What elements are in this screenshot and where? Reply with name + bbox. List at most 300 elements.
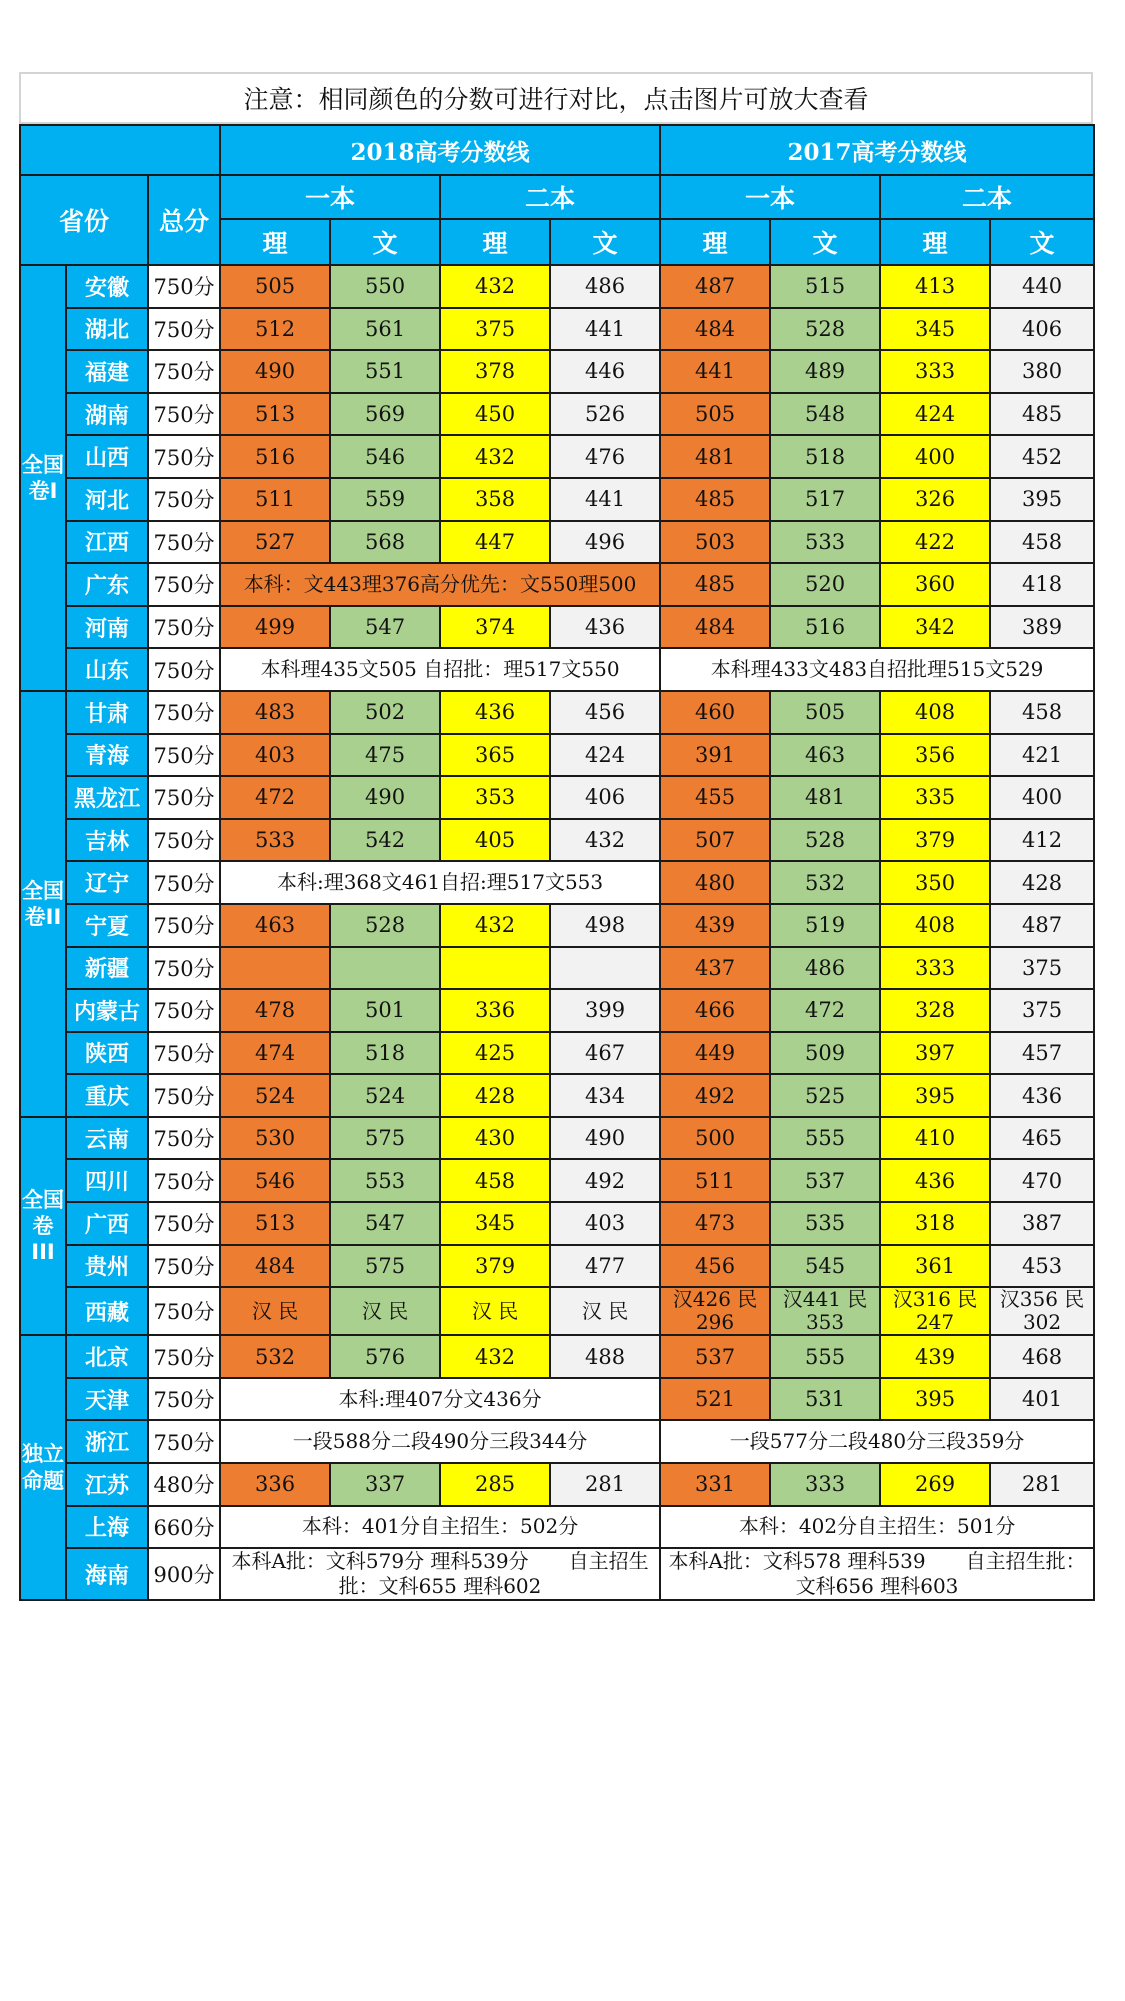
score-2018-tier1-wen: 528: [330, 904, 440, 947]
score-2018-tier1-wen: [330, 947, 440, 990]
province-name: 重庆: [66, 1074, 148, 1117]
province-name: 河北: [66, 478, 148, 521]
score-2017-tier1-wen: 516: [770, 606, 880, 649]
province-name: 湖北: [66, 308, 148, 351]
score-2017-tier1-li: 485: [660, 478, 770, 521]
score-2017-tier1-wen: 531: [770, 1378, 880, 1421]
note-2017: 本科：402分自主招生：501分: [660, 1506, 1094, 1549]
score-2018-tier2-wen: 281: [550, 1463, 660, 1506]
total-score: 480分: [148, 1463, 220, 1506]
table-row: [20, 308, 1094, 351]
score-2017-tier2-li: 汉316 民247: [880, 1287, 990, 1335]
score-2017-tier1-wen: 517: [770, 478, 880, 521]
table-row: [20, 435, 1094, 478]
province-name: 北京: [66, 1335, 148, 1378]
score-2018-tier2-wen: 446: [550, 350, 660, 393]
province-name: 陕西: [66, 1032, 148, 1075]
table-row: [20, 606, 1094, 649]
score-2017-tier1-wen: 545: [770, 1245, 880, 1288]
province-name: 四川: [66, 1159, 148, 1202]
score-2017-tier2-li: 424: [880, 393, 990, 436]
score-2018-tier2-li: 353: [440, 776, 550, 819]
province-name: 天津: [66, 1378, 148, 1421]
province-name: 宁夏: [66, 904, 148, 947]
total-score: 750分: [148, 734, 220, 777]
score-2018-tier2-wen: 488: [550, 1335, 660, 1378]
score-2017-tier1-li: 441: [660, 350, 770, 393]
score-2018-tier1-wen: 524: [330, 1074, 440, 1117]
score-2018-tier2-li: 379: [440, 1245, 550, 1288]
score-2017-tier1-wen: 535: [770, 1202, 880, 1245]
header-2017-tier1-li: 理: [660, 219, 770, 265]
score-2017-tier2-wen: 485: [990, 393, 1094, 436]
total-score: 660分: [148, 1506, 220, 1549]
total-score: 750分: [148, 1335, 220, 1378]
score-2017-tier2-wen: 440: [990, 265, 1094, 308]
score-2018-tier2-li: 432: [440, 1335, 550, 1378]
score-2017-tier2-wen: 468: [990, 1335, 1094, 1378]
score-2017-tier1-li: 485: [660, 563, 770, 606]
header-2018-tier2-li: 理: [440, 219, 550, 265]
region-label: 全国 卷III: [20, 1117, 66, 1335]
score-2017-tier1-wen: 518: [770, 435, 880, 478]
score-2018-tier2-wen: [550, 947, 660, 990]
province-name: 吉林: [66, 819, 148, 862]
province-name: 福建: [66, 350, 148, 393]
province-name: 湖南: [66, 393, 148, 436]
score-2018-tier2-li: 365: [440, 734, 550, 777]
table-row: [20, 521, 1094, 564]
score-2017-tier1-wen: 472: [770, 989, 880, 1032]
score-2017-tier1-li: 505: [660, 393, 770, 436]
header-2017-tier1-wen: 文: [770, 219, 880, 265]
score-2017-tier1-li: 487: [660, 265, 770, 308]
province-name: 云南: [66, 1117, 148, 1160]
note-2018: 本科A批：文科579分 理科539分 自主招生批：文科655 理科602: [220, 1548, 660, 1600]
score-2018-tier2-wen: 456: [550, 691, 660, 734]
score-2018-tier2-wen: 498: [550, 904, 660, 947]
province-name: 河南: [66, 606, 148, 649]
score-2017-tier1-wen: 489: [770, 350, 880, 393]
score-2018-tier2-li: 432: [440, 904, 550, 947]
province-name: 广西: [66, 1202, 148, 1245]
table-row: [20, 1287, 1094, 1335]
note-2018: 本科理435文505 自招批：理517文550: [220, 648, 660, 691]
province-name: 上海: [66, 1506, 148, 1549]
score-2017-tier1-wen: 532: [770, 861, 880, 904]
score-2017-tier2-wen: 387: [990, 1202, 1094, 1245]
score-2017-tier2-li: 342: [880, 606, 990, 649]
header-2017-tier2-wen: 文: [990, 219, 1094, 265]
total-score: 750分: [148, 947, 220, 990]
score-2018-tier1-wen: 575: [330, 1117, 440, 1160]
score-2018-tier1-li: 403: [220, 734, 330, 777]
score-2017-tier1-wen: 533: [770, 521, 880, 564]
score-2017-tier2-li: 379: [880, 819, 990, 862]
score-2017-tier2-wen: 380: [990, 350, 1094, 393]
province-name: 西藏: [66, 1287, 148, 1335]
note-2017: 本科理433文483自招批理515文529: [660, 648, 1094, 691]
score-2017-tier2-wen: 453: [990, 1245, 1094, 1288]
score-2018-tier2-li: 汉 民: [440, 1287, 550, 1335]
score-2017-tier2-wen: 421: [990, 734, 1094, 777]
table-row: [20, 1159, 1094, 1202]
score-2017-tier2-wen: 389: [990, 606, 1094, 649]
score-2017-tier1-wen: 515: [770, 265, 880, 308]
score-2018-tier1-wen: 551: [330, 350, 440, 393]
score-2017-tier2-li: 410: [880, 1117, 990, 1160]
total-score: 750分: [148, 265, 220, 308]
score-2017-tier2-wen: 436: [990, 1074, 1094, 1117]
score-2018-tier1-wen: 547: [330, 1202, 440, 1245]
score-2018-tier2-wen: 403: [550, 1202, 660, 1245]
score-2017-tier1-li: 460: [660, 691, 770, 734]
score-2018-tier2-wen: 436: [550, 606, 660, 649]
score-2017-tier2-li: 408: [880, 904, 990, 947]
header-corner: [20, 125, 220, 175]
province-name: 江苏: [66, 1463, 148, 1506]
score-2018-tier1-li: 472: [220, 776, 330, 819]
region-label: 全国 卷I: [20, 265, 66, 691]
score-2018-tier2-wen: 汉 民: [550, 1287, 660, 1335]
header-2018-tier1: 一本: [220, 175, 440, 219]
score-table: [19, 124, 1095, 1601]
score-2017-tier2-wen: 458: [990, 691, 1094, 734]
score-2018-tier2-wen: 434: [550, 1074, 660, 1117]
score-2018-tier2-wen: 432: [550, 819, 660, 862]
score-2017-tier2-li: 397: [880, 1032, 990, 1075]
score-2017-tier2-wen: 418: [990, 563, 1094, 606]
score-2017-tier1-li: 331: [660, 1463, 770, 1506]
score-2017-tier1-li: 537: [660, 1335, 770, 1378]
score-2017-tier2-li: 350: [880, 861, 990, 904]
total-score: 750分: [148, 1245, 220, 1288]
score-2018-tier2-wen: 467: [550, 1032, 660, 1075]
score-2018-tier1-wen: 553: [330, 1159, 440, 1202]
score-2018-tier2-li: 358: [440, 478, 550, 521]
table-row: [20, 1074, 1094, 1117]
score-2017-tier2-li: 395: [880, 1378, 990, 1421]
score-2018-tier1-wen: 568: [330, 521, 440, 564]
score-2018-tier1-li: 511: [220, 478, 330, 521]
score-2018-tier2-li: [440, 947, 550, 990]
header-2018-tier2: 二本: [440, 175, 660, 219]
table-row: [20, 393, 1094, 436]
score-2018-tier2-wen: 496: [550, 521, 660, 564]
total-score: 750分: [148, 435, 220, 478]
score-2018-tier1-li: 512: [220, 308, 330, 351]
total-score: 750分: [148, 819, 220, 862]
total-score: 750分: [148, 393, 220, 436]
score-2018-tier1-li: 505: [220, 265, 330, 308]
score-2017-tier2-wen: 457: [990, 1032, 1094, 1075]
score-2018-tier2-wen: 486: [550, 265, 660, 308]
score-2017-tier2-li: 345: [880, 308, 990, 351]
score-2017-tier1-li: 521: [660, 1378, 770, 1421]
score-2017-tier1-wen: 333: [770, 1463, 880, 1506]
score-2018-tier1-wen: 575: [330, 1245, 440, 1288]
score-2018-tier1-li: 336: [220, 1463, 330, 1506]
score-2017-tier2-li: 333: [880, 350, 990, 393]
notice-banner: 注意：相同颜色的分数可进行对比，点击图片可放大查看: [19, 72, 1093, 124]
score-sheet[interactable]: [19, 72, 1093, 1601]
score-2018-tier1-wen: 550: [330, 265, 440, 308]
score-2018-tier2-li: 425: [440, 1032, 550, 1075]
score-2018-tier1-li: 546: [220, 1159, 330, 1202]
score-2018-tier1-wen: 518: [330, 1032, 440, 1075]
score-2017-tier2-li: 318: [880, 1202, 990, 1245]
score-2017-tier1-li: 汉426 民296: [660, 1287, 770, 1335]
score-2017-tier2-li: 335: [880, 776, 990, 819]
score-2018-tier2-wen: 526: [550, 393, 660, 436]
score-2017-tier1-wen: 519: [770, 904, 880, 947]
score-2017-tier1-wen: 548: [770, 393, 880, 436]
table-row: [20, 265, 1094, 308]
score-2017-tier1-wen: 528: [770, 819, 880, 862]
score-2018-tier2-wen: 490: [550, 1117, 660, 1160]
score-2017-tier2-wen: 400: [990, 776, 1094, 819]
score-2018-tier2-li: 458: [440, 1159, 550, 1202]
score-2018-tier2-li: 428: [440, 1074, 550, 1117]
total-score: 750分: [148, 989, 220, 1032]
score-2018-tier1-li: 524: [220, 1074, 330, 1117]
table-row: [20, 734, 1094, 777]
score-2018-tier2-li: 432: [440, 265, 550, 308]
score-2018-tier2-li: 447: [440, 521, 550, 564]
score-2018-tier1-li: 463: [220, 904, 330, 947]
table-row: [20, 1506, 1094, 1549]
score-2017-tier2-li: 400: [880, 435, 990, 478]
score-2018-tier1-li: [220, 947, 330, 990]
score-2018-tier1-li: 532: [220, 1335, 330, 1378]
score-2018-tier1-wen: 559: [330, 478, 440, 521]
score-2018-tier2-li: 285: [440, 1463, 550, 1506]
total-score: 750分: [148, 1378, 220, 1421]
score-2018-tier2-wen: 441: [550, 308, 660, 351]
province-name: 贵州: [66, 1245, 148, 1288]
score-2018-tier1-li: 474: [220, 1032, 330, 1075]
province-name: 广东: [66, 563, 148, 606]
score-2018-tier1-wen: 490: [330, 776, 440, 819]
score-2018-tier2-li: 436: [440, 691, 550, 734]
table-row: [20, 1548, 1094, 1600]
score-2018-tier1-li: 478: [220, 989, 330, 1032]
score-2017-tier1-li: 455: [660, 776, 770, 819]
score-2018-tier1-wen: 501: [330, 989, 440, 1032]
total-score: 750分: [148, 691, 220, 734]
total-score: 900分: [148, 1548, 220, 1600]
note-2017: 本科A批：文科578 理科539 自主招生批：文科656 理科603: [660, 1548, 1094, 1600]
total-score: 750分: [148, 648, 220, 691]
score-2018-tier2-li: 405: [440, 819, 550, 862]
score-2018-tier2-wen: 492: [550, 1159, 660, 1202]
score-2017-tier2-li: 356: [880, 734, 990, 777]
table-row: [20, 1117, 1094, 1160]
score-2018-tier2-li: 375: [440, 308, 550, 351]
score-2017-tier2-wen: 428: [990, 861, 1094, 904]
total-score: 750分: [148, 1074, 220, 1117]
province-name: 浙江: [66, 1420, 148, 1463]
score-2017-tier2-li: 436: [880, 1159, 990, 1202]
score-2017-tier1-li: 503: [660, 521, 770, 564]
score-2018-tier1-wen: 569: [330, 393, 440, 436]
score-2018-tier2-li: 430: [440, 1117, 550, 1160]
score-2017-tier2-wen: 395: [990, 478, 1094, 521]
province-name: 甘肃: [66, 691, 148, 734]
header-2017-tier2-li: 理: [880, 219, 990, 265]
table-row: [20, 1420, 1094, 1463]
header-total: 总分: [148, 175, 220, 265]
score-2017-tier2-li: 360: [880, 563, 990, 606]
score-2017-tier1-wen: 555: [770, 1335, 880, 1378]
score-2018-tier2-wen: 399: [550, 989, 660, 1032]
score-2017-tier1-wen: 汉441 民353: [770, 1287, 880, 1335]
score-2017-tier1-li: 511: [660, 1159, 770, 1202]
table-row: [20, 1202, 1094, 1245]
total-score: 750分: [148, 606, 220, 649]
score-2017-tier1-wen: 525: [770, 1074, 880, 1117]
table-row: [20, 691, 1094, 734]
region-label: 独立 命题: [20, 1335, 66, 1600]
table-row: [20, 861, 1094, 904]
score-2017-tier2-wen: 375: [990, 989, 1094, 1032]
score-2017-tier2-li: 395: [880, 1074, 990, 1117]
note-2017: 一段577分二段480分三段359分: [660, 1420, 1094, 1463]
table-row: [20, 1245, 1094, 1288]
score-2017-tier1-wen: 463: [770, 734, 880, 777]
score-2017-tier1-li: 437: [660, 947, 770, 990]
score-2018-tier2-wen: 406: [550, 776, 660, 819]
score-2017-tier1-li: 507: [660, 819, 770, 862]
score-2017-tier1-wen: 555: [770, 1117, 880, 1160]
score-2018-tier2-wen: 441: [550, 478, 660, 521]
total-score: 750分: [148, 904, 220, 947]
header-2018-tier1-li: 理: [220, 219, 330, 265]
score-2017-tier1-li: 391: [660, 734, 770, 777]
score-2017-tier1-li: 481: [660, 435, 770, 478]
note-2018: 本科：401分自主招生：502分: [220, 1506, 660, 1549]
header-2017-tier1: 一本: [660, 175, 880, 219]
score-2017-tier2-wen: 375: [990, 947, 1094, 990]
total-score: 750分: [148, 478, 220, 521]
score-2017-tier1-li: 484: [660, 308, 770, 351]
score-2018-tier2-li: 336: [440, 989, 550, 1032]
score-2017-tier2-li: 422: [880, 521, 990, 564]
province-name: 内蒙古: [66, 989, 148, 1032]
score-2017-tier2-wen: 412: [990, 819, 1094, 862]
province-name: 青海: [66, 734, 148, 777]
note-2018: 本科:理407分文436分: [220, 1378, 660, 1421]
score-2017-tier2-li: 413: [880, 265, 990, 308]
province-name: 辽宁: [66, 861, 148, 904]
score-2017-tier2-li: 269: [880, 1463, 990, 1506]
total-score: 750分: [148, 308, 220, 351]
score-2018-tier2-li: 450: [440, 393, 550, 436]
total-score: 750分: [148, 350, 220, 393]
table-row: [20, 1378, 1094, 1421]
score-2018-tier1-wen: 546: [330, 435, 440, 478]
table-row: [20, 1032, 1094, 1075]
score-2017-tier1-wen: 505: [770, 691, 880, 734]
total-score: 750分: [148, 1202, 220, 1245]
note-2018: 本科：文443理376高分优先：文550理500: [220, 563, 660, 606]
table-row: [20, 648, 1094, 691]
score-2017-tier2-li: 333: [880, 947, 990, 990]
score-2017-tier2-li: 439: [880, 1335, 990, 1378]
province-name: 山东: [66, 648, 148, 691]
total-score: 750分: [148, 563, 220, 606]
score-2018-tier1-li: 530: [220, 1117, 330, 1160]
table-row: [20, 350, 1094, 393]
score-2017-tier2-wen: 281: [990, 1463, 1094, 1506]
score-2017-tier1-wen: 509: [770, 1032, 880, 1075]
score-2017-tier2-wen: 465: [990, 1117, 1094, 1160]
score-2018-tier2-li: 378: [440, 350, 550, 393]
score-2017-tier1-wen: 481: [770, 776, 880, 819]
score-2018-tier1-wen: 547: [330, 606, 440, 649]
score-2018-tier1-wen: 542: [330, 819, 440, 862]
province-name: 山西: [66, 435, 148, 478]
table-row: [20, 1463, 1094, 1506]
score-2017-tier2-wen: 406: [990, 308, 1094, 351]
score-2018-tier1-wen: 561: [330, 308, 440, 351]
score-2017-tier1-wen: 537: [770, 1159, 880, 1202]
score-2018-tier1-wen: 576: [330, 1335, 440, 1378]
table-row: [20, 563, 1094, 606]
table-row: [20, 1335, 1094, 1378]
score-2018-tier1-wen: 475: [330, 734, 440, 777]
total-score: 750分: [148, 1420, 220, 1463]
score-2018-tier1-li: 533: [220, 819, 330, 862]
score-2017-tier1-li: 484: [660, 606, 770, 649]
score-2018-tier2-wen: 476: [550, 435, 660, 478]
table-row: [20, 904, 1094, 947]
score-2018-tier1-li: 483: [220, 691, 330, 734]
province-name: 新疆: [66, 947, 148, 990]
score-2018-tier1-li: 499: [220, 606, 330, 649]
score-2017-tier2-li: 361: [880, 1245, 990, 1288]
score-2018-tier2-li: 432: [440, 435, 550, 478]
score-2017-tier1-li: 492: [660, 1074, 770, 1117]
score-2018-tier2-wen: 424: [550, 734, 660, 777]
score-2017-tier1-li: 449: [660, 1032, 770, 1075]
score-2017-tier2-li: 326: [880, 478, 990, 521]
score-2017-tier1-li: 439: [660, 904, 770, 947]
score-2018-tier1-li: 527: [220, 521, 330, 564]
header-2018: 2018高考分数线: [220, 125, 660, 175]
score-2017-tier1-wen: 486: [770, 947, 880, 990]
province-name: 海南: [66, 1548, 148, 1600]
total-score: 750分: [148, 1032, 220, 1075]
header-2018-tier2-wen: 文: [550, 219, 660, 265]
score-2018-tier1-wen: 502: [330, 691, 440, 734]
score-2017-tier2-wen: 汉356 民302: [990, 1287, 1094, 1335]
table-row: [20, 989, 1094, 1032]
score-2017-tier2-li: 328: [880, 989, 990, 1032]
score-2018-tier1-li: 汉 民: [220, 1287, 330, 1335]
score-2017-tier1-wen: 520: [770, 563, 880, 606]
score-2017-tier2-li: 408: [880, 691, 990, 734]
score-2017-tier1-li: 456: [660, 1245, 770, 1288]
header-2017: 2017高考分数线: [660, 125, 1094, 175]
table-row: [20, 819, 1094, 862]
province-name: 江西: [66, 521, 148, 564]
header-province: 省份: [20, 175, 148, 265]
score-2017-tier2-wen: 470: [990, 1159, 1094, 1202]
score-2018-tier1-li: 484: [220, 1245, 330, 1288]
score-2017-tier1-wen: 528: [770, 308, 880, 351]
score-2018-tier1-li: 516: [220, 435, 330, 478]
